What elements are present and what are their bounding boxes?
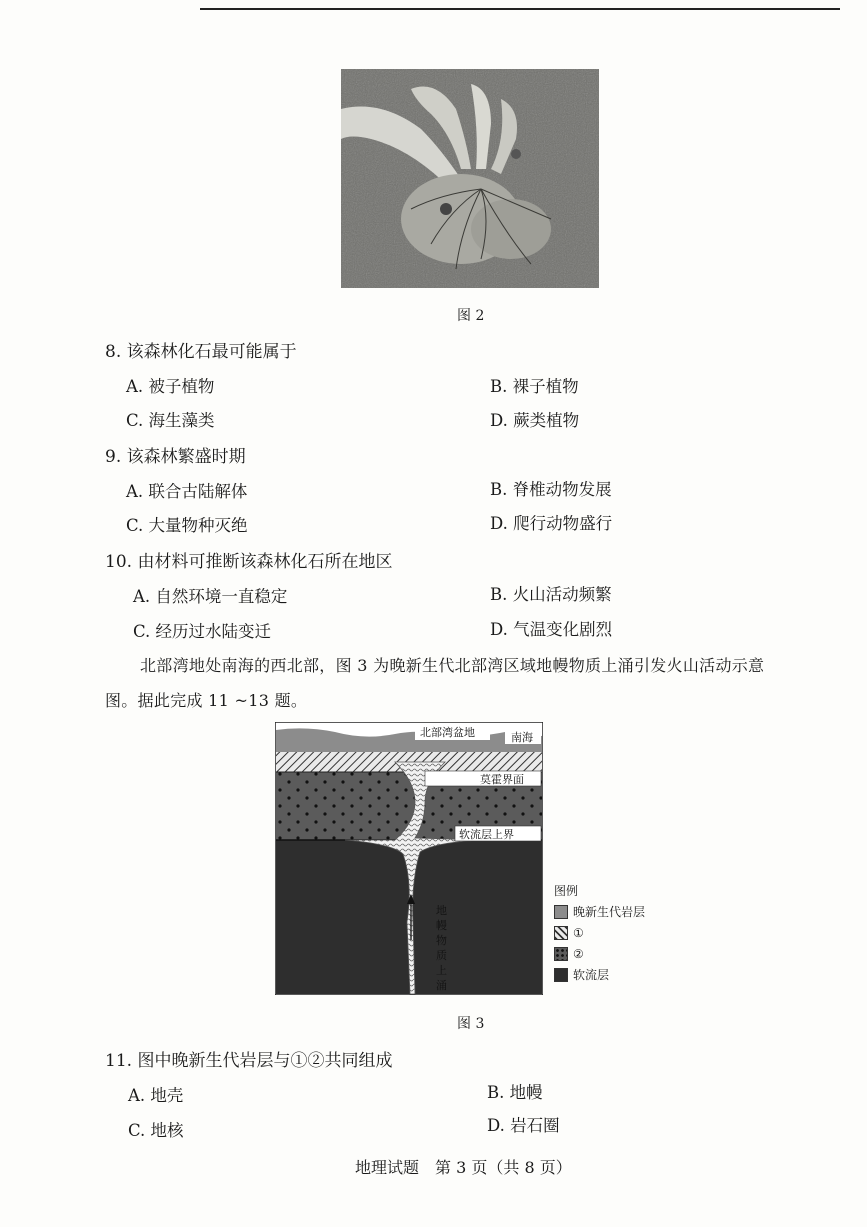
legend-item [554, 922, 645, 943]
legend-label: 软流层 [573, 968, 610, 982]
page-footer: 地理试题 第 3 页（共 8 页） [355, 1158, 572, 1177]
question-9-option-a[interactable]: A. 联合古陆解体 [126, 482, 248, 501]
question-11-option-a[interactable]: A. 地壳 [128, 1086, 184, 1105]
upwelling-char: 质 [436, 949, 447, 962]
intro-line-2: 图。据此完成 11 ~13 题。 [105, 691, 308, 710]
legend-title: 图例 [554, 884, 579, 898]
upwelling-char: 涌 [436, 979, 447, 992]
question-9-option-c[interactable]: C. 大量物种灭绝 [126, 516, 248, 535]
legend-item [554, 943, 645, 964]
legend-item [554, 964, 645, 985]
top-border-line [200, 8, 840, 10]
label-basin: 北部湾盆地 [420, 726, 475, 739]
legend-label: ② [573, 946, 584, 961]
question-8-stem: 8. 该森林化石最可能属于 [105, 342, 297, 362]
question-10-option-b[interactable]: B. 火山活动频繁 [490, 585, 612, 604]
swatch-icon [554, 926, 568, 940]
question-11-stem: 11. 图中晚新生代岩层与①②共同组成 [105, 1051, 393, 1071]
question-9-option-d[interactable]: D. 爬行动物盛行 [490, 514, 613, 533]
question-10-option-a[interactable]: A. 自然环境一直稳定 [133, 587, 288, 606]
question-8-option-d[interactable]: D. 蕨类植物 [490, 411, 580, 430]
question-9-stem: 9. 该森林繁盛时期 [105, 447, 246, 467]
legend-label: 晚新生代岩层 [573, 905, 646, 919]
fossil-photo [341, 69, 599, 288]
label-moho: 莫霍界面 [480, 773, 524, 786]
figure-2-caption: 图 2 [457, 308, 485, 324]
upwelling-char: 物 [436, 934, 447, 947]
swatch-icon [554, 947, 568, 961]
question-10-option-c[interactable]: C. 经历过水陆变迁 [133, 622, 272, 641]
figure-3-caption: 图 3 [457, 1016, 485, 1032]
question-8-option-a[interactable]: A. 被子植物 [126, 377, 215, 396]
legend-item [554, 901, 645, 922]
intro-line-1: 北部湾地处南海的西北部，图 3 为晚新生代北部湾区域地幔物质上涌引发火山活动示意 [140, 656, 765, 675]
question-11-option-c[interactable]: C. 地核 [128, 1121, 184, 1140]
question-8-option-b[interactable]: B. 裸子植物 [490, 377, 579, 396]
question-11-option-b[interactable]: B. 地幔 [487, 1083, 543, 1102]
upwelling-char: 地 [436, 904, 447, 917]
swatch-icon [554, 968, 568, 982]
upwelling-char: 上 [436, 964, 447, 977]
question-10-option-d[interactable]: D. 气温变化剧烈 [490, 620, 613, 639]
mantle-upwelling-diagram [275, 722, 543, 995]
question-10-stem: 10. 由材料可推断该森林化石所在地区 [105, 552, 393, 572]
label-south-sea: 南海 [511, 731, 533, 744]
question-8-option-c[interactable]: C. 海生藻类 [126, 411, 215, 430]
upwelling-char: 幔 [436, 919, 447, 932]
diagram-legend [554, 880, 645, 985]
swatch-icon [554, 905, 568, 919]
legend-label: ① [573, 925, 584, 940]
question-11-option-d[interactable]: D. 岩石圈 [487, 1116, 560, 1135]
question-9-option-b[interactable]: B. 脊椎动物发展 [490, 480, 612, 499]
label-asthenosphere-top: 软流层上界 [459, 828, 514, 841]
